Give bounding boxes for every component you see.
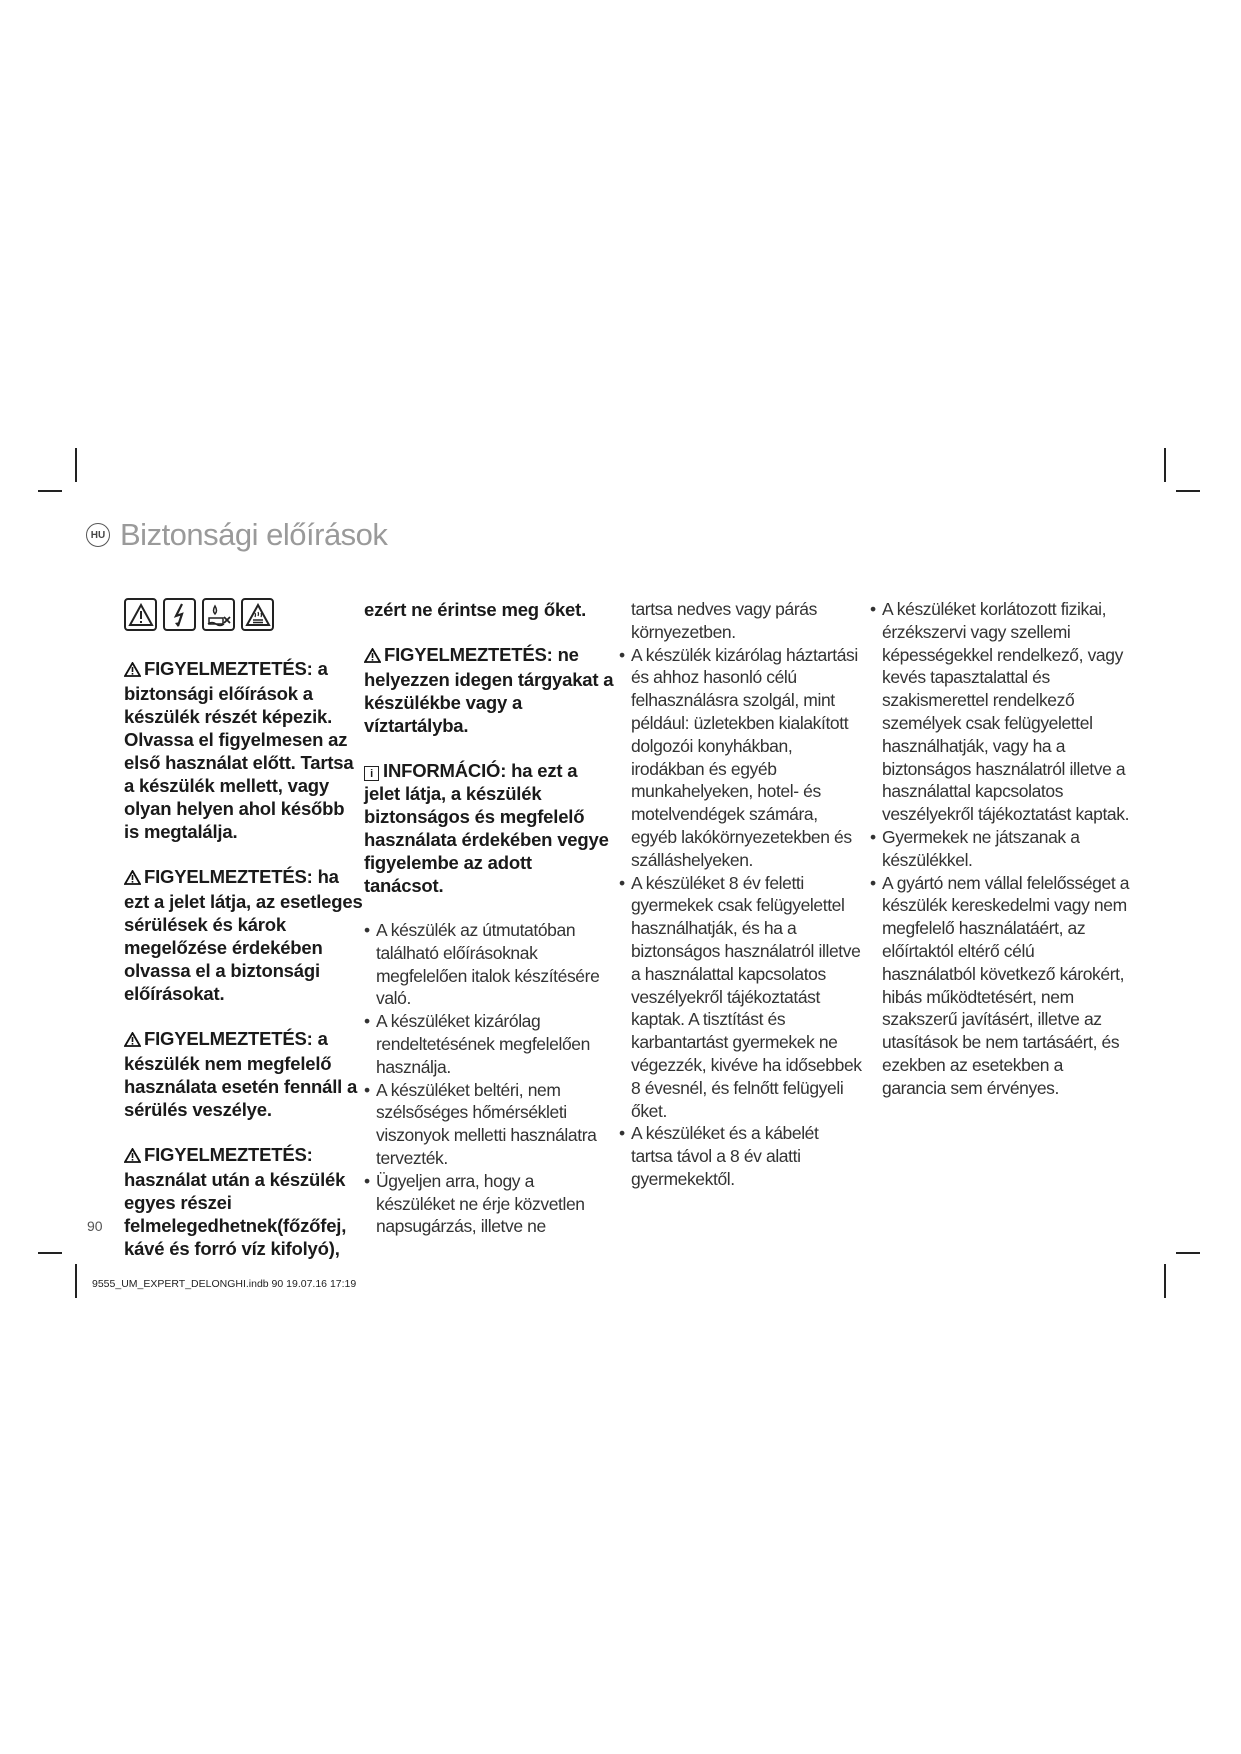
column-3 [619,598,862,1191]
bullet-list-col3 [619,644,862,1191]
page-title: Biztonsági előírások [120,517,388,552]
crop-mark-bottom-right-h [1176,1252,1200,1254]
continued-warning-text: ezért ne érintse meg őket. [364,599,587,620]
column-2 [364,598,614,1238]
crop-mark-bottom-left-v [75,1264,77,1298]
bullet-list-col4 [870,598,1130,1100]
warning-block-1 [124,657,364,843]
column-1 [124,598,364,1282]
crop-mark-top-right-v [1164,448,1166,482]
warning-text: használat után a készülék egyes részei felmelegedhetnek(főzőfej, kávé és forró víz kifolyó), [124,1169,347,1259]
warning-label: FIGYELMEZTETÉS: [384,644,553,665]
warning-triangle-icon [124,1145,141,1168]
list-item: • A készüléket korlátozott fizikai, érzékszervi vagy szellemi képességekkel rendelkező, vagy kevés tapasztalattal és szakismerettel rendelkező személyek csak felügyelettel használhatják, vagy ha a biztonságos használatról illetve a használattal kapcsolatos veszélyekről tájékoztatást kaptak. [870,598,1130,826]
language-badge: HU [86,523,110,547]
warning-label: FIGYELMEZTETÉS: [144,1144,313,1165]
info-block [364,759,614,897]
list-item: • A készüléket és a kábelét tartsa távol a 8 év alatti gyermekektől. [619,1122,862,1190]
warning-triangle-icon [124,867,141,890]
safety-icons-row [124,598,364,631]
electric-hazard-icon [163,598,196,631]
crop-mark-top-right-h [1176,490,1200,492]
warning-label: FIGYELMEZTETÉS: [144,866,313,887]
warning-text: a biztonsági előírások a készülék részét képezik. Olvassa el figyelmesen az első használat előtt. Tartsa a készülék mellett, vagy olyan helyen ahol később is megtalálja. [124,658,354,842]
list-item: • A készüléket kizárólag rendeltetésének megfelelően használja. [364,1010,614,1078]
crop-mark-top-left-v [75,448,77,482]
crop-mark-bottom-left-h [38,1252,62,1254]
warning-text: ha ezt a jelet látja, az esetleges sérülések és károk megelőzése érdekében olvassa el a biztonsági előírásokat. [124,866,363,1004]
warning-triangle-icon [124,659,141,682]
column-4 [870,598,1130,1100]
warning-block-4 [124,1143,364,1260]
warning-triangle-icon [364,645,381,668]
warning-text: a készülék nem megfelelő használata esetén fennáll a sérülés veszélye. [124,1028,358,1120]
info-text: ha ezt a jelet látja, a készülék biztonságos és megfelelő használata érdekében vegye figyelembe az adott tanácsot. [364,760,609,896]
crop-mark-bottom-right-v [1164,1264,1166,1298]
continued-bullet-text: tartsa nedves vagy párás környezetben. [631,599,817,642]
warning-block-5 [364,643,614,737]
print-footer: 9555_UM_EXPERT_DELONGHI.indb 90 19.07.16 17:19 [92,1278,357,1290]
no-water-immersion-icon [202,598,235,631]
list-item: • Ügyeljen arra, hogy a készüléket ne érje közvetlen napsugárzás, illetve ne [364,1170,614,1238]
bullet-list-col2 [364,919,614,1238]
list-item: • A gyártó nem vállal felelősséget a készülék kereskedelmi vagy nem megfelelő használatáért, az előírtaktól eltérő célú használatból következő károkért, hibás működtetésért, nem szakszerű javításért, illetve az utasítások be nem tartásáért, és ezekben az esetekben a garancia sem érvényes. [870,872,1130,1100]
warning-block-3 [124,1027,364,1121]
page-number: 90 [87,1218,103,1234]
warning-block-2 [124,865,364,1005]
crop-mark-top-left-h [38,490,62,492]
list-item: • A készülék az útmutatóban található előírásoknak megfelelően italok készítésére való. [364,919,614,1010]
list-item: • Gyermekek ne játszanak a készülékkel. [870,826,1130,872]
warning-label: FIGYELMEZTETÉS: [144,1028,313,1049]
page-header [86,517,387,553]
hot-surface-icon [241,598,274,631]
info-icon: i [364,766,379,781]
list-item: • A készüléket 8 év feletti gyermekek csak felügyelettel használhatják, és ha a biztonságos használatról illetve a használattal kapcsolatos veszélyekről tájékoztatást kaptak. A tisztítást és karbantartást gyermekek ne végezzék, kivéve ha idősebbek 8 évesnél, és felnőtt felügyeli őket. [619,872,862,1123]
warning-triangle-icon [124,1029,141,1052]
list-item: • A készülék kizárólag háztartási és ahhoz hasonló célú felhasználásra szolgál, mint például: üzletekben kialakított dolgozói konyhákban, irodákban és egyéb munkahelyeken, hotel- és motelvendégek számára, egyéb lakókörnyezetekben és szálláshelyeken. [619,644,862,872]
warning-triangle-icon [124,598,157,631]
warning-text: ne helyezzen idegen tárgyakat a készülékbe vagy a víztartályba. [364,644,614,736]
list-item: • A készüléket beltéri, nem szélsőséges hőmérsékleti viszonyok melletti használatra tervezték. [364,1079,614,1170]
warning-label: FIGYELMEZTETÉS: [144,658,313,679]
info-label: INFORMÁCIÓ: [383,760,507,781]
